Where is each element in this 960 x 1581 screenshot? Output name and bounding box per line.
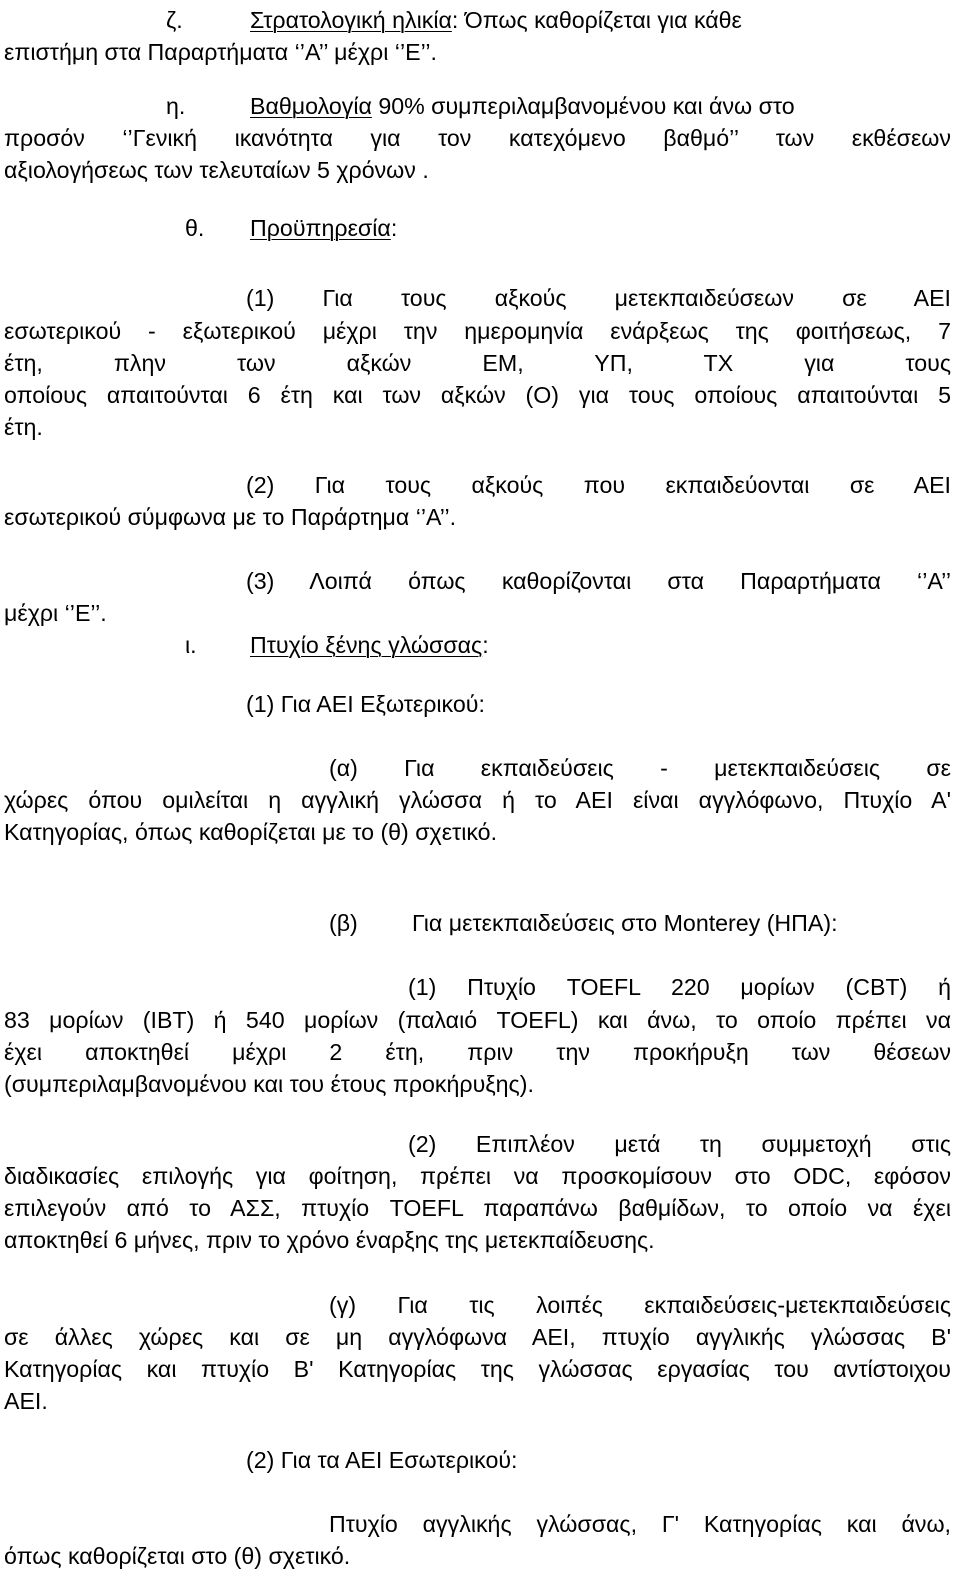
beta-1-line-3: έχει αποκτηθεί μέχρι 2 έτη, πριν την προκήρυξη των θέσεων — [4, 1039, 951, 1065]
theta-1-line-5: έτη. — [4, 414, 43, 440]
beta-1-line-1: (1) Πτυχίο TOEFL 220 μορίων (CBT) ή — [408, 974, 951, 1000]
theta-3-line-2: μέχρι ‘’Ε’’. — [4, 600, 107, 626]
beta-2-line-2: διαδικασίες επιλογής για φοίτηση, πρέπει να προσκομίσουν στο ODC, εφόσον — [4, 1163, 951, 1189]
iota-1-heading: (1) Για ΑΕΙ Εξωτερικού: — [246, 691, 485, 717]
item-z-title: Στρατολογική ηλικία — [250, 7, 452, 33]
iota-2-line-2: όπως καθορίζεται στο (θ) σχετικό. — [4, 1543, 351, 1569]
iota-2-heading: (2) Για τα ΑΕΙ Εσωτερικού: — [246, 1447, 518, 1473]
item-eta-heading — [250, 88, 795, 124]
item-iota-title-wrap — [250, 627, 489, 663]
iota-1-alpha-line-3: Κατηγορίας, όπως καθορίζεται με το (θ) σχετικό. — [4, 819, 498, 845]
iota-1-alpha-line-2: χώρες όπου ομιλείται η αγγλική γλώσσα ή το ΑΕΙ είναι αγγλόφωνο, Πτυχίο Α' — [4, 787, 951, 813]
beta-1-line-2: 83 μορίων (IBT) ή 540 μορίων (παλαιό TOEFL) και άνω, το οποίο πρέπει να — [4, 1007, 951, 1033]
theta-1-line-1: (1) Για τους αξκούς μετεκπαιδεύσεων σε ΑΕΙ — [246, 285, 951, 311]
item-z-line-2: επιστήμη στα Παραρτήματα ‘’Α’’ μέχρι ‘’Ε’’. — [4, 39, 437, 65]
item-theta-title: Προϋπηρεσία — [250, 215, 391, 241]
item-eta-title: Βαθμολογία — [250, 93, 372, 119]
theta-1-line-3: έτη, πλην των αξκών ΕΜ, ΥΠ, ΤΧ για τους — [4, 350, 951, 376]
item-theta-heading — [4, 210, 951, 246]
gamma-line-3: Κατηγορίας και πτυχίο Β' Κατηγορίας της γλώσσας εργασίας του αντίστοιχου — [4, 1356, 951, 1382]
beta-2-line-3: επιλεγούν από το ΑΣΣ, πτυχίο TOEFL παραπάνω βαθμίδων, το οποίο να έχει — [4, 1195, 951, 1221]
beta-2-line-4: αποκτηθεί 6 μήνες, πριν το χρόνο έναρξης της μετεκπαίδευσης. — [4, 1227, 655, 1253]
gamma-line-2: σε άλλες χώρες και σε μη αγγλόφωνα ΑΕΙ, πτυχίο αγγλικής γλώσσας Β' — [4, 1324, 951, 1350]
item-eta-text: 90% συμπεριλαμβανομένου και άνω στο — [371, 93, 795, 119]
item-z-line-1 — [4, 2, 951, 38]
item-iota-title: Πτυχίο ξένης γλώσσας — [250, 632, 483, 658]
item-theta-label: θ. — [185, 215, 205, 241]
gamma-line-4: ΑΕΙ. — [4, 1388, 48, 1414]
iota-1-beta-heading — [4, 905, 951, 941]
item-eta-line-1 — [4, 88, 951, 124]
item-iota-heading — [4, 627, 951, 663]
beta-title: Για μετεκπαιδεύσεις στο Monterey (ΗΠΑ): — [412, 910, 838, 936]
iota-1-alpha-line-1: (α) Για εκπαιδεύσεις - μετεκπαιδεύσεις σε — [329, 755, 951, 781]
gamma-line-1: (γ) Για τις λοιπές εκπαιδεύσεις-μετεκπαιδεύσεις — [329, 1292, 951, 1318]
iota-2-line-1: Πτυχίο αγγλικής γλώσσας, Γ' Κατηγορίας και άνω, — [329, 1511, 951, 1537]
item-z-heading — [250, 2, 742, 38]
theta-1-line-2: εσωτερικού - εξωτερικού μέχρι την ημερομηνία ενάρξεως της φοιτήσεως, 7 — [4, 318, 951, 344]
item-z-label: ζ. — [166, 7, 183, 33]
theta-2-line-1: (2) Για τους αξκούς που εκπαιδεύονται σε ΑΕΙ — [246, 472, 951, 498]
theta-2-line-2: εσωτερικού σύμφωνα με το Παράρτημα ‘’Α’’. — [4, 504, 457, 530]
beta-1-line-4: (συμπεριλαμβανομένου και του έτους προκήρυξης). — [4, 1071, 534, 1097]
item-theta-colon: : — [390, 215, 398, 241]
item-iota-label: ι. — [185, 632, 197, 658]
theta-3-line-1: (3) Λοιπά όπως καθορίζονται στα Παραρτήματα ‘’Α’’ — [246, 568, 951, 594]
item-iota-colon: : — [482, 632, 489, 658]
item-eta-label: η. — [166, 93, 186, 119]
item-z-text: : Όπως καθορίζεται για κάθε — [451, 7, 742, 33]
beta-label: (β) — [329, 910, 358, 936]
beta-2-line-1: (2) Επιπλέον μετά τη συμμετοχή στις — [408, 1131, 951, 1157]
item-eta-line-2: προσόν ‘’Γενική ικανότητα για τον κατεχόμενο βαθμό’’ των εκθέσεων — [4, 125, 951, 151]
item-eta-line-3: αξιολογήσεως των τελευταίων 5 χρόνων . — [4, 157, 429, 183]
item-theta-title-wrap — [250, 210, 397, 246]
theta-1-line-4: οποίους απαιτούνται 6 έτη και των αξκών (Ο) για τους οποίους απαιτούνται 5 — [4, 382, 951, 408]
